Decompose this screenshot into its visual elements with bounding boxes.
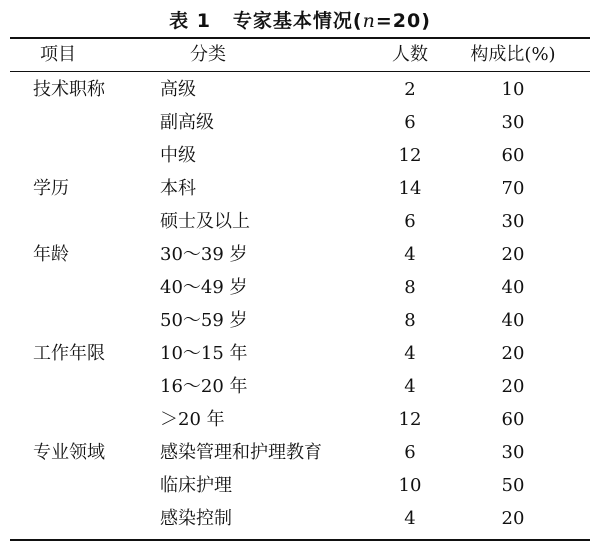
cell-count: 14 [398,178,422,199]
table-title [0,6,600,33]
cell-category: 硕士及以上 [160,211,250,232]
header-category: 分类 [190,44,226,65]
cell-percent: 20 [501,508,525,529]
cell-category: 30～39 岁 [160,244,248,265]
cell-count: 10 [398,475,422,496]
cell-count: 12 [398,409,422,430]
header-item: 项目 [40,44,76,65]
table-row [0,304,600,337]
table-number: 表 1 [169,10,211,32]
header-percent: 构成比(%) [470,44,556,65]
cell-percent: 20 [501,376,525,397]
cell-percent: 20 [501,343,525,364]
cell-percent: 30 [501,442,525,463]
cell-group: 技术职称 [33,79,105,100]
table-caption-eq: =20) [375,10,431,32]
table-row [0,469,600,502]
table-row [0,502,600,535]
table-row [0,403,600,436]
bottom-rule [10,539,590,541]
table-row [0,436,600,469]
cell-percent: 20 [501,244,525,265]
cell-percent: 50 [501,475,525,496]
table-row [0,139,600,172]
cell-count: 4 [404,508,416,529]
cell-percent: 10 [501,79,525,100]
cell-count: 4 [404,376,416,397]
cell-count: 12 [398,145,422,166]
cell-group: 专业领域 [33,442,105,463]
cell-count: 6 [404,442,416,463]
cell-count: 6 [404,211,416,232]
cell-category: 高级 [160,79,196,100]
cell-percent: 70 [501,178,525,199]
cell-group: 学历 [33,178,69,199]
header-count: 人数 [392,44,428,65]
cell-category: 40～49 岁 [160,277,248,298]
cell-count: 4 [404,244,416,265]
table-row [0,205,600,238]
cell-category: 中级 [160,145,196,166]
cell-category: 副高级 [160,112,214,133]
cell-category: ＞20 年 [160,409,225,430]
table-caption-text: 专家基本情况( [232,10,363,32]
cell-percent: 30 [501,211,525,232]
table-row [0,370,600,403]
cell-percent: 60 [501,145,525,166]
cell-count: 6 [404,112,416,133]
table-row [0,238,600,271]
table-row [0,172,600,205]
table-row [0,106,600,139]
cell-category: 10～15 年 [160,343,248,364]
cell-category: 感染控制 [160,508,232,529]
cell-category: 感染管理和护理教育 [160,442,322,463]
cell-category: 本科 [160,178,196,199]
cell-percent: 60 [501,409,525,430]
table-row [0,271,600,304]
cell-group: 工作年限 [33,343,105,364]
cell-category: 50～59 岁 [160,310,248,331]
table-caption-var: n [362,10,376,32]
table-row [0,73,600,106]
cell-percent: 30 [501,112,525,133]
cell-percent: 40 [501,277,525,298]
cell-category: 临床护理 [160,475,232,496]
table-row [0,337,600,370]
cell-count: 4 [404,343,416,364]
cell-percent: 40 [501,310,525,331]
cell-count: 8 [404,310,416,331]
header-rule [10,71,590,72]
cell-category: 16～20 年 [160,376,248,397]
cell-group: 年龄 [33,244,69,265]
cell-count: 2 [404,79,416,100]
table-header-row [0,38,600,71]
cell-count: 8 [404,277,416,298]
